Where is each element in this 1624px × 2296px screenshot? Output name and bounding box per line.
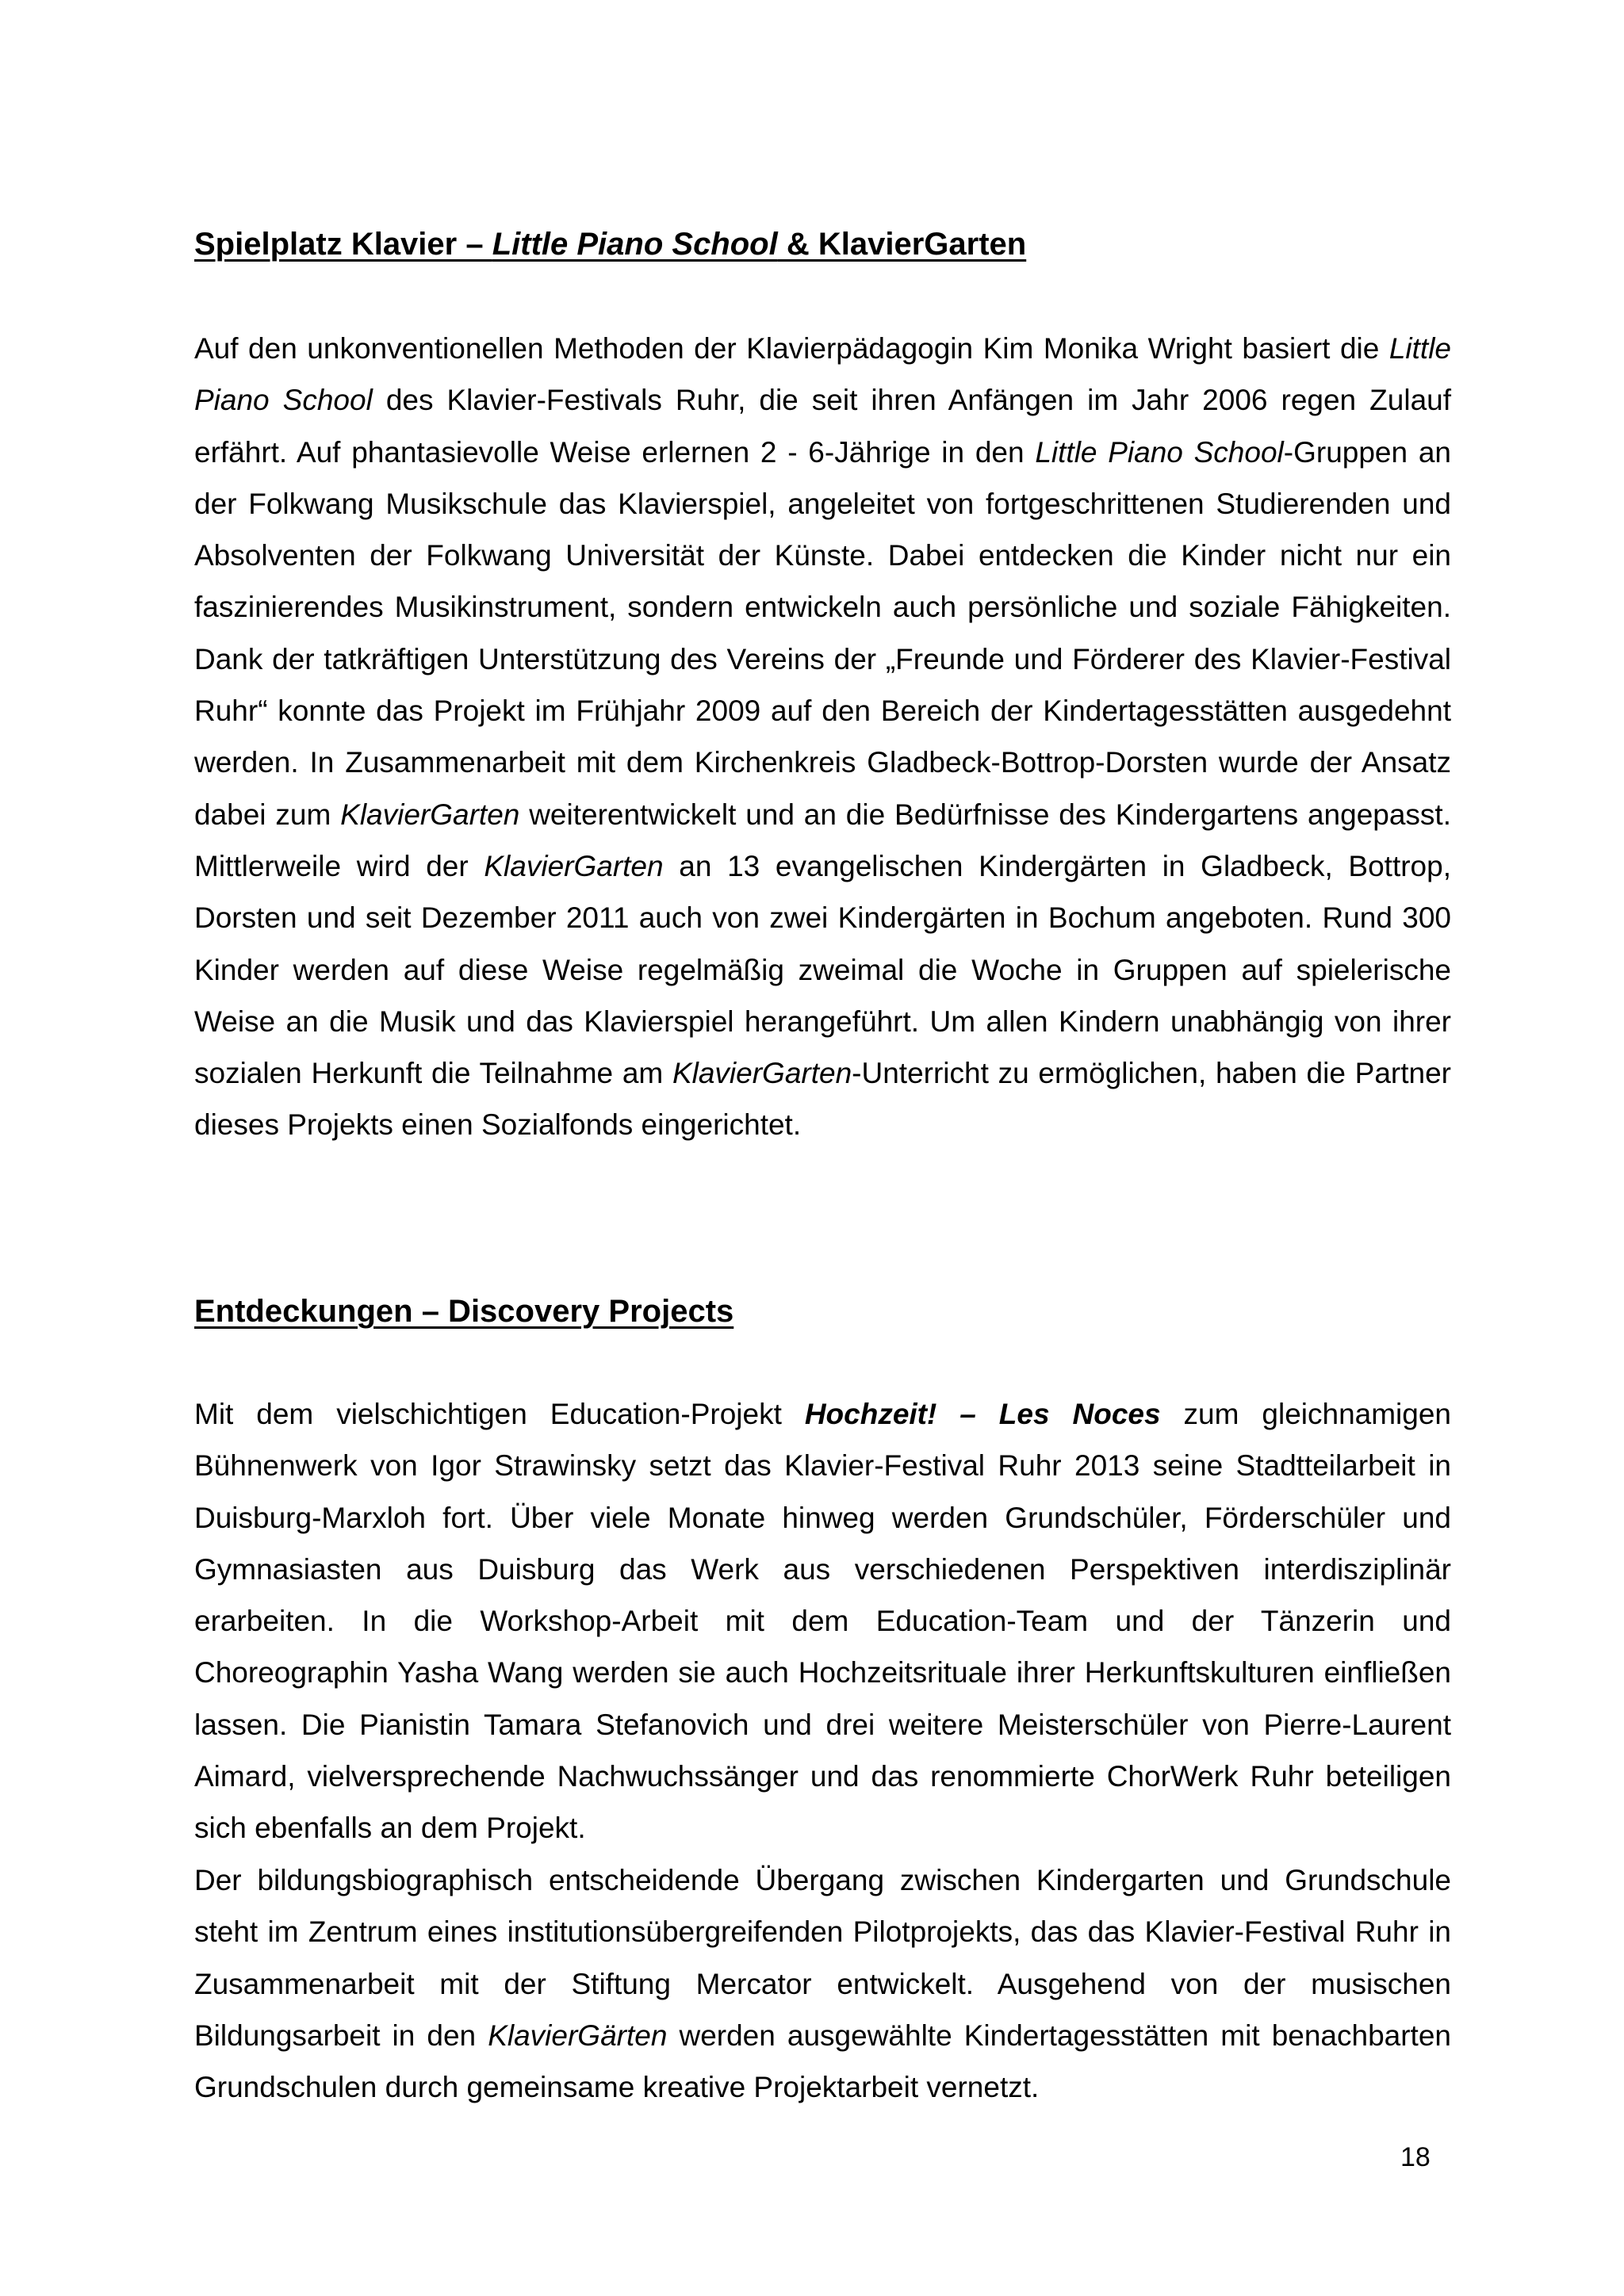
italic-run: KlavierGärten [488, 2019, 668, 2052]
text-run: Auf den unkonventionellen Methoden der Klavierpädagogin Kim Monika Wright basiert die [194, 332, 1389, 365]
text-run: Der bildungsbiographisch entscheidende Übergang zwischen Kindergarten und Grundschule steht im Zentrum eines institutionsübergreifenden Pilotprojekts, das das Klavier-Festival Ruhr in Zusammenarbeit mit der Stiftung Mercator entwickelt. Ausgehend von der musischen Bildungsarbeit in den [194, 1864, 1451, 2052]
heading-text: & KlavierGarten [777, 227, 1027, 262]
section-heading-spielplatz-klavier [194, 227, 1026, 262]
text-run: -Unterricht zu ermöglichen, haben die Partner dieses Projekts einen Sozialfonds eingerichtet. [194, 1057, 1451, 1142]
page-number: 18 [1400, 2142, 1431, 2172]
italic-run: KlavierGarten [340, 798, 520, 831]
text-run: an 13 evangelischen Kindergärten in Gladbeck, Bottrop, Dorsten und seit Dezember 2011 auch von zwei Kindergärten in Bochum angeboten. Rund 300 Kinder werden auf diese Weise regelmäßig zweimal die Woche in Gruppen auf spielerische Weise an die Musik und das Klavierspiel herangeführt. Um allen Kindern unabhängig von ihrer sozialen Herkunft die Teilnahme am [194, 849, 1451, 1090]
italic-run: KlavierGarten [484, 849, 664, 882]
text-run: Mit dem vielschichtigen Education-Projekt [194, 1398, 805, 1430]
heading-text: Spielplatz Klavier – [194, 227, 492, 262]
italic-run: KlavierGarten [672, 1057, 852, 1090]
italic-run: Little Piano School [194, 332, 1451, 417]
paragraph-pilotprojekt [194, 1854, 1451, 2113]
text-run: zum gleichnamigen Bühnenwerk von Igor Strawinsky setzt das Klavier-Festival Ruhr 2013 seine Stadtteilarbeit in Duisburg-Marxloh fort. Über viele Monate hinweg werden Grundschüler, Förderschüler und Gymnasiasten aus Duisburg das Werk aus verschiedenen Perspektiven interdisziplinär erarbeiten. In die Workshop-Arbeit mit dem Education-Team und der Tänzerin und Choreographin Yasha Wang werden sie auch Hochzeitsrituale ihrer Herkunftskulturen einfließen lassen. Die Pianistin Tamara Stefanovich und drei weitere Meisterschüler von Pierre-Laurent Aimard, vielversprechende Nachwuchssänger und das renommierte ChorWerk Ruhr beteiligen sich ebenfalls an dem Projekt. [194, 1398, 1451, 1845]
text-run: des Klavier-Festivals Ruhr, die seit ihren Anfängen im Jahr 2006 regen Zulauf erfährt. Auf phantasievolle Weise erlernen 2 - 6-Jährige in den [194, 384, 1451, 469]
text-run: weiterentwickelt und an die Bedürfnisse des Kindergartens angepasst. Mittlerweile wird der [194, 798, 1451, 882]
paragraph-little-piano-school [194, 323, 1451, 1151]
paragraph-hochzeit-les-noces [194, 1388, 1451, 1854]
bold-italic-run: Hochzeit! – Les Noces [804, 1398, 1161, 1430]
italic-run: Little Piano School [1035, 435, 1284, 469]
text-run: -Gruppen an der Folkwang Musikschule das Klavierspiel, angeleitet von fortgeschrittenen Studierenden und Absolventen der Folkwang Universität der Künste. Dabei entdecken die Kinder nicht nur ein faszinierendes Musikinstrument, sondern entwickeln auch persönliche und soziale Fähigkeiten. Dank der tatkräftigen Unterstützung des Vereins der „Freunde und Förderer des Klavier-Festival Ruhr“ konnte das Projekt im Frühjahr 2009 auf den Bereich der Kindertagesstätten ausgedehnt werden. In Zusammenarbeit mit dem Kirchenkreis Gladbeck-Bottrop-Dorsten wurde der Ansatz dabei zum [194, 435, 1451, 831]
section-heading-entdeckungen: Entdeckungen – Discovery Projects [194, 1294, 734, 1329]
text-run: werden ausgewählte Kindertagesstätten mit benachbarten Grundschulen durch gemeinsame kreative Projektarbeit vernetzt. [194, 2019, 1451, 2104]
heading-italic-text: Little Piano School [492, 227, 778, 262]
